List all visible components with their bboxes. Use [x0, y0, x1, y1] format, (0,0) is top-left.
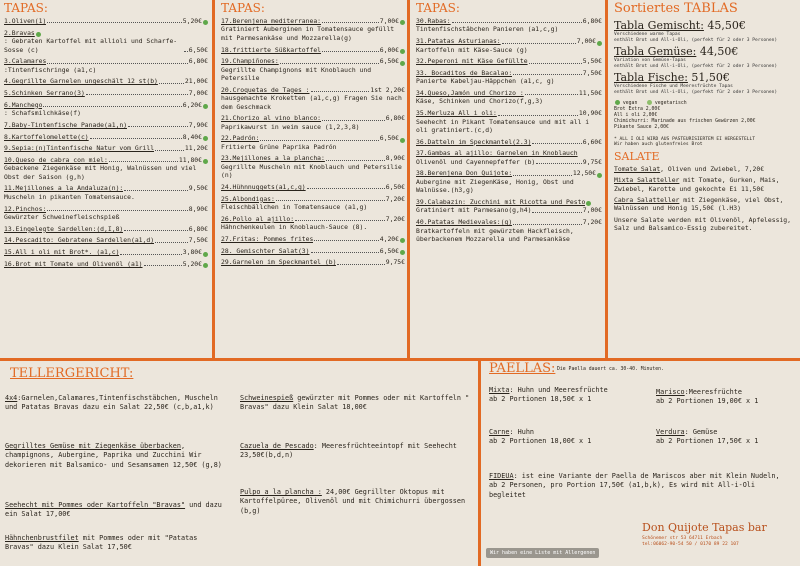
paella-verdura: Verdura: Gemüse ab 2 Portionen 17,50€ x 1	[656, 428, 759, 446]
legend-line-2: All i oli 2,00€	[614, 112, 658, 118]
menu-item: 7.Baby-Tintenfische Panade(a1,n) 7,90€	[4, 120, 208, 129]
divider-2	[407, 0, 410, 358]
veg-icon	[203, 252, 208, 257]
salate-heading: SALATE	[614, 149, 660, 163]
legend	[610, 100, 800, 131]
teller-item-6: Cazuela de Pescado: Meeresfrüchteeintopf mit Seehecht 23,50€(b,d,n)	[240, 442, 457, 460]
menu-item: 21.Chorizo al vino blanco: 6,80€ Paprikawurst in weim sauce (1,2,3,8)	[221, 114, 405, 131]
menu-item: 29.Garnelen im Speckmantel (b) 9,75€	[221, 258, 405, 267]
divider-3	[605, 0, 608, 358]
legend-vegan: vegan	[622, 100, 638, 106]
menu-item: 3.Calamares 6,80€ :Tintenfischringe (a1,c)	[4, 57, 208, 74]
paellas-note: Die Paella dauert ca. 30-40. Minuten.	[557, 367, 664, 372]
veg-icon	[400, 138, 405, 143]
allergen-badge: Wir haben eine Liste mit Allergenen	[486, 548, 599, 558]
salat-item: Cabra Salatteller mit Ziegenkäse, viel Obst, Walnüssen und Honig 15,50€ (l.H3)	[614, 195, 784, 213]
veg-icon	[203, 136, 208, 141]
menu-item: 38.Berenjena Don Quijote: 12,50€ Aubergine mit ZiegenKäse, Honig, Obst und Walnüsse.(h3,g)	[412, 169, 604, 194]
veg-icon	[203, 20, 208, 25]
vegan-icon	[615, 100, 620, 105]
menu-item: 37.Gambas al ajillo: Garnelen in Knoblauch Olivenöl und Cayennepfeffer (b) 9,75€	[416, 149, 602, 166]
menu-item: 14.Pescadito: Gebratene Sardellen(a1,d) 7,50€	[4, 236, 208, 245]
veg-icon	[597, 41, 602, 46]
tablas-heading: Sortiertes TABLAS	[614, 1, 738, 16]
menu-item: 15.All i oli mit Brot*. (a1,c) 3,80€	[0, 248, 210, 256]
tapas-column-2	[217, 0, 407, 360]
bottom-section	[0, 358, 800, 566]
tapas-heading-3: TAPAS:	[416, 1, 460, 15]
legend-line-3: Chimichurri: Marinade aus frischen Gewürzen 2,00€	[614, 118, 756, 124]
divider-horizontal	[0, 358, 800, 361]
tapas-column-1	[0, 0, 210, 360]
menu-item: 8.Kartoffelomelette(c) 8,40€	[0, 133, 210, 141]
menu-item: 6.Manchego 6,20€ : Schafsmilchkäse(f)	[0, 101, 210, 118]
legend-line-1: Brot Extra 2,00€	[614, 106, 661, 112]
salate-note: Unsere Salate werden mit Olivenöl, Apfelessig, Salz und Balsamico-Essig zubereitet.	[614, 215, 791, 233]
menu-item: 9.Sepia:(n)Tintenfische Natur vom Grill 11,20€	[4, 144, 208, 153]
menu-item: 4.Gegrillte Garnelen ungeschält 12 st(b) 21,00€	[4, 77, 208, 86]
menu-item: 27.Fritas: Pommes frites 4,20€	[217, 235, 407, 243]
menu-item: 10.Queso de cabra con miel: 11,80€ Gebackene Ziegenkäse mit Honig, Walnüssen und viel Obst der Saison (g,h)	[0, 156, 210, 181]
brand-address: Schönemer str 53 64711 Erbach tel:06062-90-54 50 / 0170 89 22 107	[642, 536, 739, 547]
veg-icon	[203, 263, 208, 268]
legend-vegetarisch: vegetarisch	[654, 100, 687, 106]
menu-item: 39.Calabazin: Zucchini mit Ricotta und Pesto Gratiniert mit Parmesano(g,h4) 7,00€	[416, 197, 602, 215]
teller-item-1: 4x4:Garnelen,Calamares,Tintenfischstäbchen, Muscheln und Patatas Bravas dazu ein Salat 22,50€ (c,b,a1,k)	[5, 394, 218, 412]
teller-item-7: Pulpo a la plancha : 24,00€ Gegrillter Oktopus mit Kartoffelpüree, Olivenöl und mit Chimichurri übergossen (b,g)	[240, 488, 466, 515]
teller-item-5: Schweinespieß gewürzter mit Pommes oder mit Kartoffeln " Bravas" dazu Klein Salat 18,00€	[240, 394, 470, 412]
teller-item-3: Seehecht mit Pommes oder Kartoffeln "Bravas" und dazu ein Salat 17,00€	[5, 501, 222, 519]
salat-item: Tomate Salat, Oliven und Zwiebel, 7,20€	[614, 164, 765, 173]
tapas-heading-2: TAPAS:	[221, 1, 265, 15]
menu-item: 20.Croquetas de Tages : 1st 2,20€ hausgemachte Kroketten (a1,c,g) Fragen Sie nach dem Geschmack	[221, 85, 405, 111]
legend-line-4: Pikante Sauce 2,00€	[614, 124, 669, 130]
menu-item: 36.Datteln im Speckmantel(2.3) 6,60€	[416, 137, 602, 146]
paella-mixta: Mixta: Huhn und Meeresfrüchte ab 2 Portionen 18,50€ x 1	[489, 386, 608, 404]
menu-item: 1.Oliven(1) 5,20€	[0, 17, 210, 25]
menu-item: 22.Padrón: 6,50€ Fritierte Grüne Paprika Padrón	[217, 134, 407, 151]
menu-item: 23.Mejillones a la plancha: 8,90€ Gegrillte Muscheln mit Knoblauch und Petersilie (n)	[221, 154, 405, 180]
paellas-heading: PAELLAS:	[489, 361, 556, 376]
notes	[610, 137, 800, 148]
menu-item: 13.Eingelegte Sardellen:(d,I,8) 6,80€	[4, 224, 208, 233]
veg-icon	[400, 238, 405, 243]
veg-icon	[400, 49, 405, 54]
tapas-column-3	[412, 0, 604, 360]
tapas-heading-1: TAPAS:	[4, 1, 48, 15]
note-2: Wir haben auch glutenfreies Brot	[614, 142, 703, 148]
teller-item-4: Hähnchenbrustfilet mit Pommes oder mit "Patatas Bravas" dazu Klein Salat 17,50€	[5, 534, 198, 552]
menu-item: 30.Rabas: 6,80€ Tintenfischstäbchen Panieren (a1,c,g)	[416, 17, 602, 34]
menu-item: 40.Patatas Medievales:(g) 7,20€ Bratkartoffeln mit gewürztem Hackfleisch, überbackenem Mozzarella und Parmesankäse	[416, 218, 602, 243]
teller-heading: TELLERGERICHT:	[10, 366, 134, 381]
menu-item: 11.Mejillones a la Andaluza(n): 9,50€ Muscheln in pikanten Tomatensauce.	[4, 184, 208, 201]
menu-item: 18.frittierte Süßkartoffel 6,00€	[217, 46, 407, 54]
menu-item: 19.Champiñones: 6,50€ Gegrillte Champignons mit Knoblauch und Petersilie	[217, 57, 407, 82]
menu-item: 5.Schinken Serrano(3) 7,00€	[4, 89, 208, 98]
menu-item: 34.Queso,Jamón und Chorizo : 11,50€ Käse, Schinken und Chorizo(f,g,3)	[416, 89, 602, 106]
menu-item: 33. Bocaditos de Bacalao: 7,50€ Panierte Kabeljau-Häppchen (a1,c, g)	[416, 68, 602, 86]
menu-item: 25.Albondigas: 7,20€ Fleischbällchen in Tomatensauce (a1,g)	[221, 194, 405, 212]
menu-item: 16.Brot mit Tomate und Olivenöl (a1) 5,20€	[0, 260, 210, 268]
divider-1	[212, 0, 215, 358]
menu-item: 24.Hühnnuggets(a1,c,g) 6,50€	[221, 182, 405, 191]
paella-marisco: Marisco:Meeresfrüchte ab 2 Portionen 19,00€ x 1	[656, 388, 759, 406]
vegetarian-icon	[647, 100, 652, 105]
veg-icon	[400, 250, 405, 255]
note-1: * ALL I OLI WIRD AUS PASTEURISIERTEM EI HERGESTELLT	[614, 136, 756, 142]
menu-item: 28. Gemischter Salat(3) 6,50€	[217, 247, 407, 255]
menu-item: 12.Pinchos: 8,90€ Gewürzter Schweinefleischspieß	[4, 204, 208, 221]
menu-item: 31.Patatas Asturianas: 7,00€ Kartoffeln mit Käse-Sauce (g)	[412, 37, 604, 54]
tabla-item: Tabla Gemischt: 45,50€ Verschiedene warme Tapas enthält Brot und All-i-Oli, (perfekt für 2 oder 3 Personen)	[614, 19, 778, 43]
menu-item: 32.Peperoni mit Käse Gefüllte 5,50€	[416, 57, 602, 66]
menu-item: 2.Bravas : Gebraten Kartoffel mit allioli und Scharfe-Sosse (c) 6,50€	[4, 28, 208, 54]
paella-carne: Carne: Huhn ab 2 Portionen 18,00€ x 1	[489, 428, 592, 446]
salat-item: Mixta Salatteller mit Tomate, Gurken, Mais, Zwiebel, Karotte und gekochte Ei 11,50€	[614, 176, 780, 193]
paella-fideua: FIDEUA: ist eine Variante der Paella de Mariscos aber mit Klein Nudeln, ab 2 Personen, pro Portion 17,50€ (a1,b,k), Es wird mit All-i-Oli begleitet	[489, 472, 780, 499]
menu-item: 26.Pollo al ajillo: 7,20€ Hähnchenkeulen in Knoblauch-Sauce (8).	[221, 214, 405, 232]
brand-name: Don Quijote Tapas bar	[642, 521, 767, 534]
menu-item: 35.Merluza All i oli: 10,90€ Seehecht in Pikant Tomatensauce und mit all i oli gratiniert.(c,d)	[416, 109, 602, 134]
divider-4	[478, 361, 481, 566]
teller-item-2: Gegrilltes Gemüse mit Ziegenkäse überbacken, champignons, Aubergine, Paprika und Zucchini Wir dekorieren mit Balsamico- und Sesamsamen 12,50€ (g,8)	[5, 442, 222, 469]
menu-item: 17.Berenjena mediterranea: 7,00€ Gratiniert Auberginen in Tomatensauce gefüllt mit Parmesankäse und Mozzarella(g)	[217, 17, 407, 42]
tablas-column	[610, 0, 800, 360]
tabla-item: Tabla Gemüse: 44,50€ Variation von Gemüse-Tapas enthält Brot und All-i-Oli, (perfekt für 2 oder 3 Personen)	[614, 45, 778, 69]
tabla-item: Tabla Fische: 51,50€ Verschiedene Fische und Meeresfrüchte Tapas enthält Brot und All-i-Oli, (perfekt für 2 oder 3 Personen)	[614, 71, 778, 95]
